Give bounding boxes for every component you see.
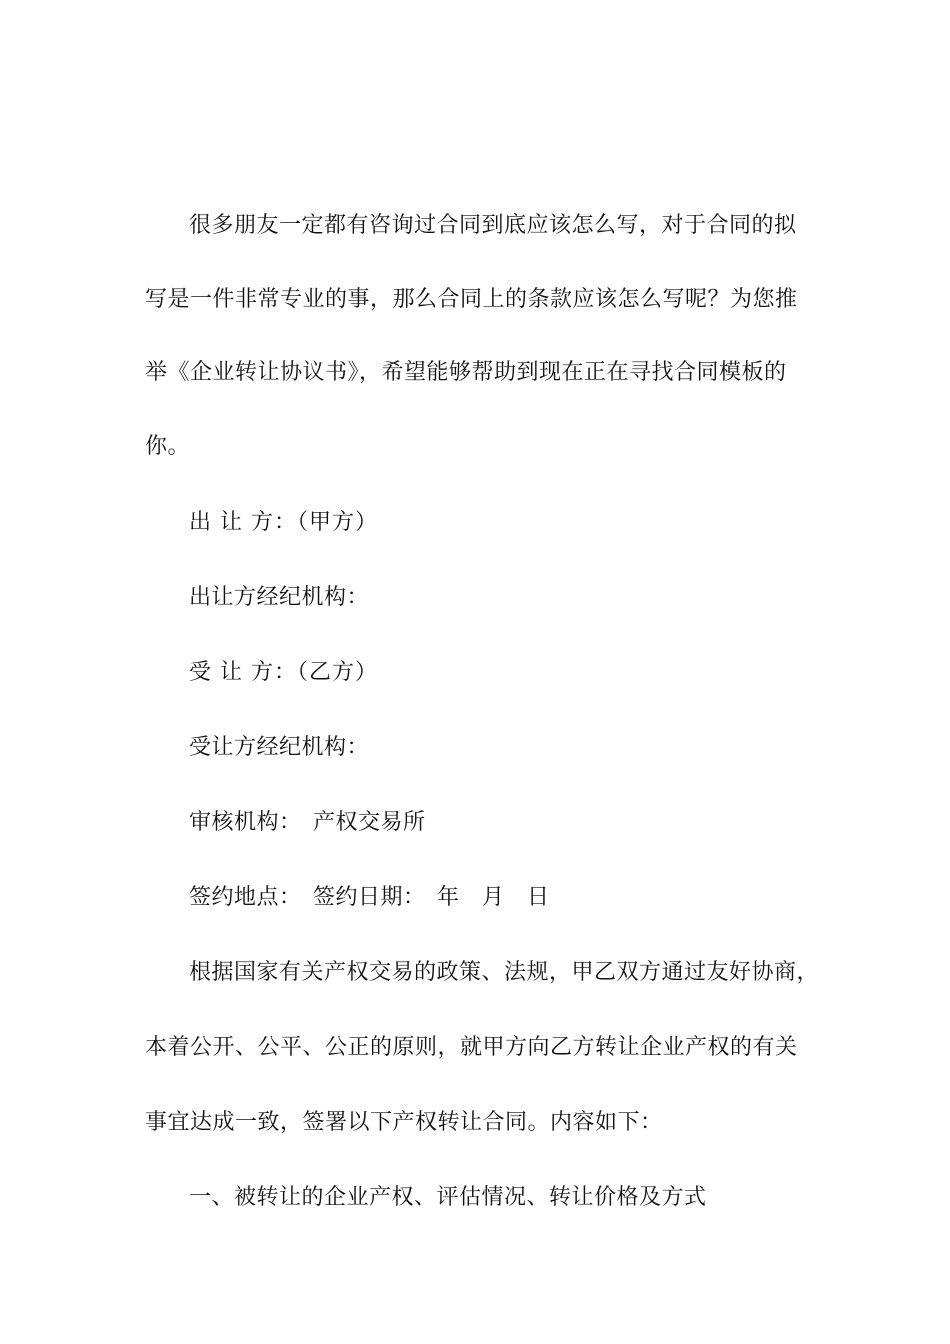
review-agency-line: 审核机构： 产权交易所 — [189, 810, 426, 835]
intro-line-2: 写是一件非常专业的事，那么合同上的条款应该怎么写呢？为您推 — [145, 287, 798, 312]
intro-line-3: 举《企业转让协议书》，希望能够帮助到现在正在寻找合同模板的 — [145, 360, 787, 385]
section-1-heading: 一、被转让的企业产权、评估情况、转让价格及方式 — [189, 1185, 707, 1210]
signing-line: 签约地点： 签约日期： 年 月 日 — [189, 885, 550, 910]
intro-line-4: 你。 — [145, 434, 191, 459]
preamble-line-1: 根据国家有关产权交易的政策、法规，甲乙双方通过友好协商， — [189, 960, 820, 985]
preamble-line-2: 本着公开、公平、公正的原则，就甲方向乙方转让企业产权的有关 — [145, 1035, 798, 1060]
transferor-line: 出 让 方：（甲方） — [189, 510, 378, 535]
transferee-agency-line: 受让方经纪机构： — [189, 735, 370, 760]
transferee-line: 受 让 方：（乙方） — [189, 660, 378, 685]
preamble-line-3: 事宜达成一致，签署以下产权转让合同。内容如下： — [145, 1110, 663, 1135]
transferor-agency-line: 出让方经纪机构： — [189, 585, 370, 610]
intro-line-1: 很多朋友一定都有咨询过合同到底应该怎么写，对于合同的拟 — [189, 213, 797, 238]
